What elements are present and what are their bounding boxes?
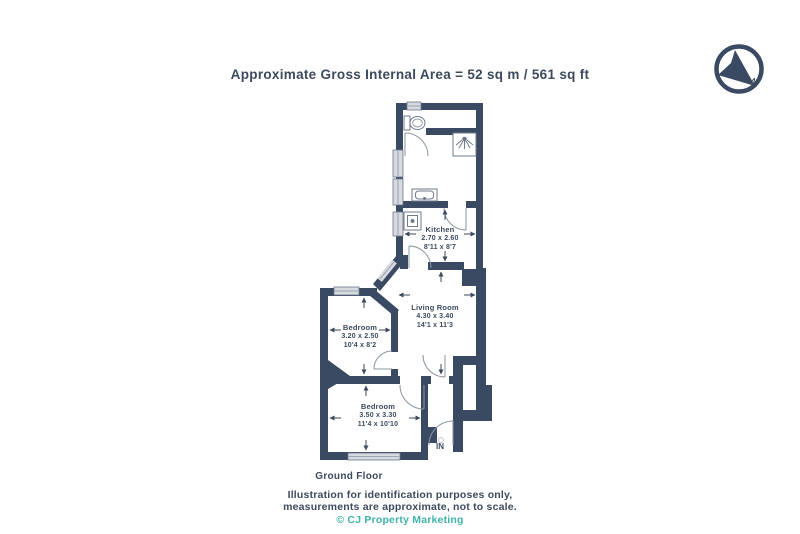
doors: [374, 133, 466, 445]
bedroom1-door: [374, 351, 392, 369]
room-label-kitchen: [421, 225, 458, 252]
room-dim-imperial: 10'4 x 8'2: [343, 342, 377, 349]
room-dim-metric: 3.50 x 3.30: [359, 412, 397, 419]
room-name: Bedroom: [342, 323, 378, 332]
living-room-door: [423, 355, 445, 377]
shower-icon: [453, 133, 476, 156]
compass-icon: [710, 40, 772, 100]
toilet-icon: [404, 116, 425, 130]
sink-icon: [412, 189, 437, 201]
walls: [320, 103, 492, 460]
room-dim-imperial: 8'11 x 8'7: [423, 244, 457, 251]
room-name: Living Room: [411, 303, 459, 312]
compass-north-label: N: [748, 76, 760, 87]
room-dim-metric: 4.30 x 3.40: [416, 313, 454, 320]
room-label-bedroom-1: [341, 323, 378, 350]
room-dim-metric: 2.70 x 2.60: [421, 235, 459, 242]
room-dim-imperial: 14'1 x 11'3: [416, 322, 454, 329]
page-title: Approximate Gross Internal Area = 52 sq m / 561 sq ft: [230, 67, 590, 82]
room-label-living-room: [411, 303, 459, 330]
disclaimer-line-2: measurements are approximate, not to scale.: [283, 501, 517, 513]
room-label-bedroom-2: [358, 402, 398, 429]
entrance-in-label: IN: [436, 442, 444, 451]
disclaimer-line-1: Illustration for identification purposes only,: [287, 489, 513, 501]
room-dim-metric: 3.20 x 2.50: [341, 333, 379, 340]
bathroom-door: [405, 133, 428, 156]
room-name: Bedroom: [360, 402, 396, 411]
stove-icon: [404, 212, 421, 230]
room-dim-imperial: 11'4 x 10'10: [357, 421, 399, 428]
floor-title: Ground Floor: [315, 471, 383, 482]
copyright-text: © CJ Property Marketing: [336, 514, 464, 526]
bedroom2-door: [400, 385, 424, 409]
room-name: Kitchen: [425, 225, 455, 234]
